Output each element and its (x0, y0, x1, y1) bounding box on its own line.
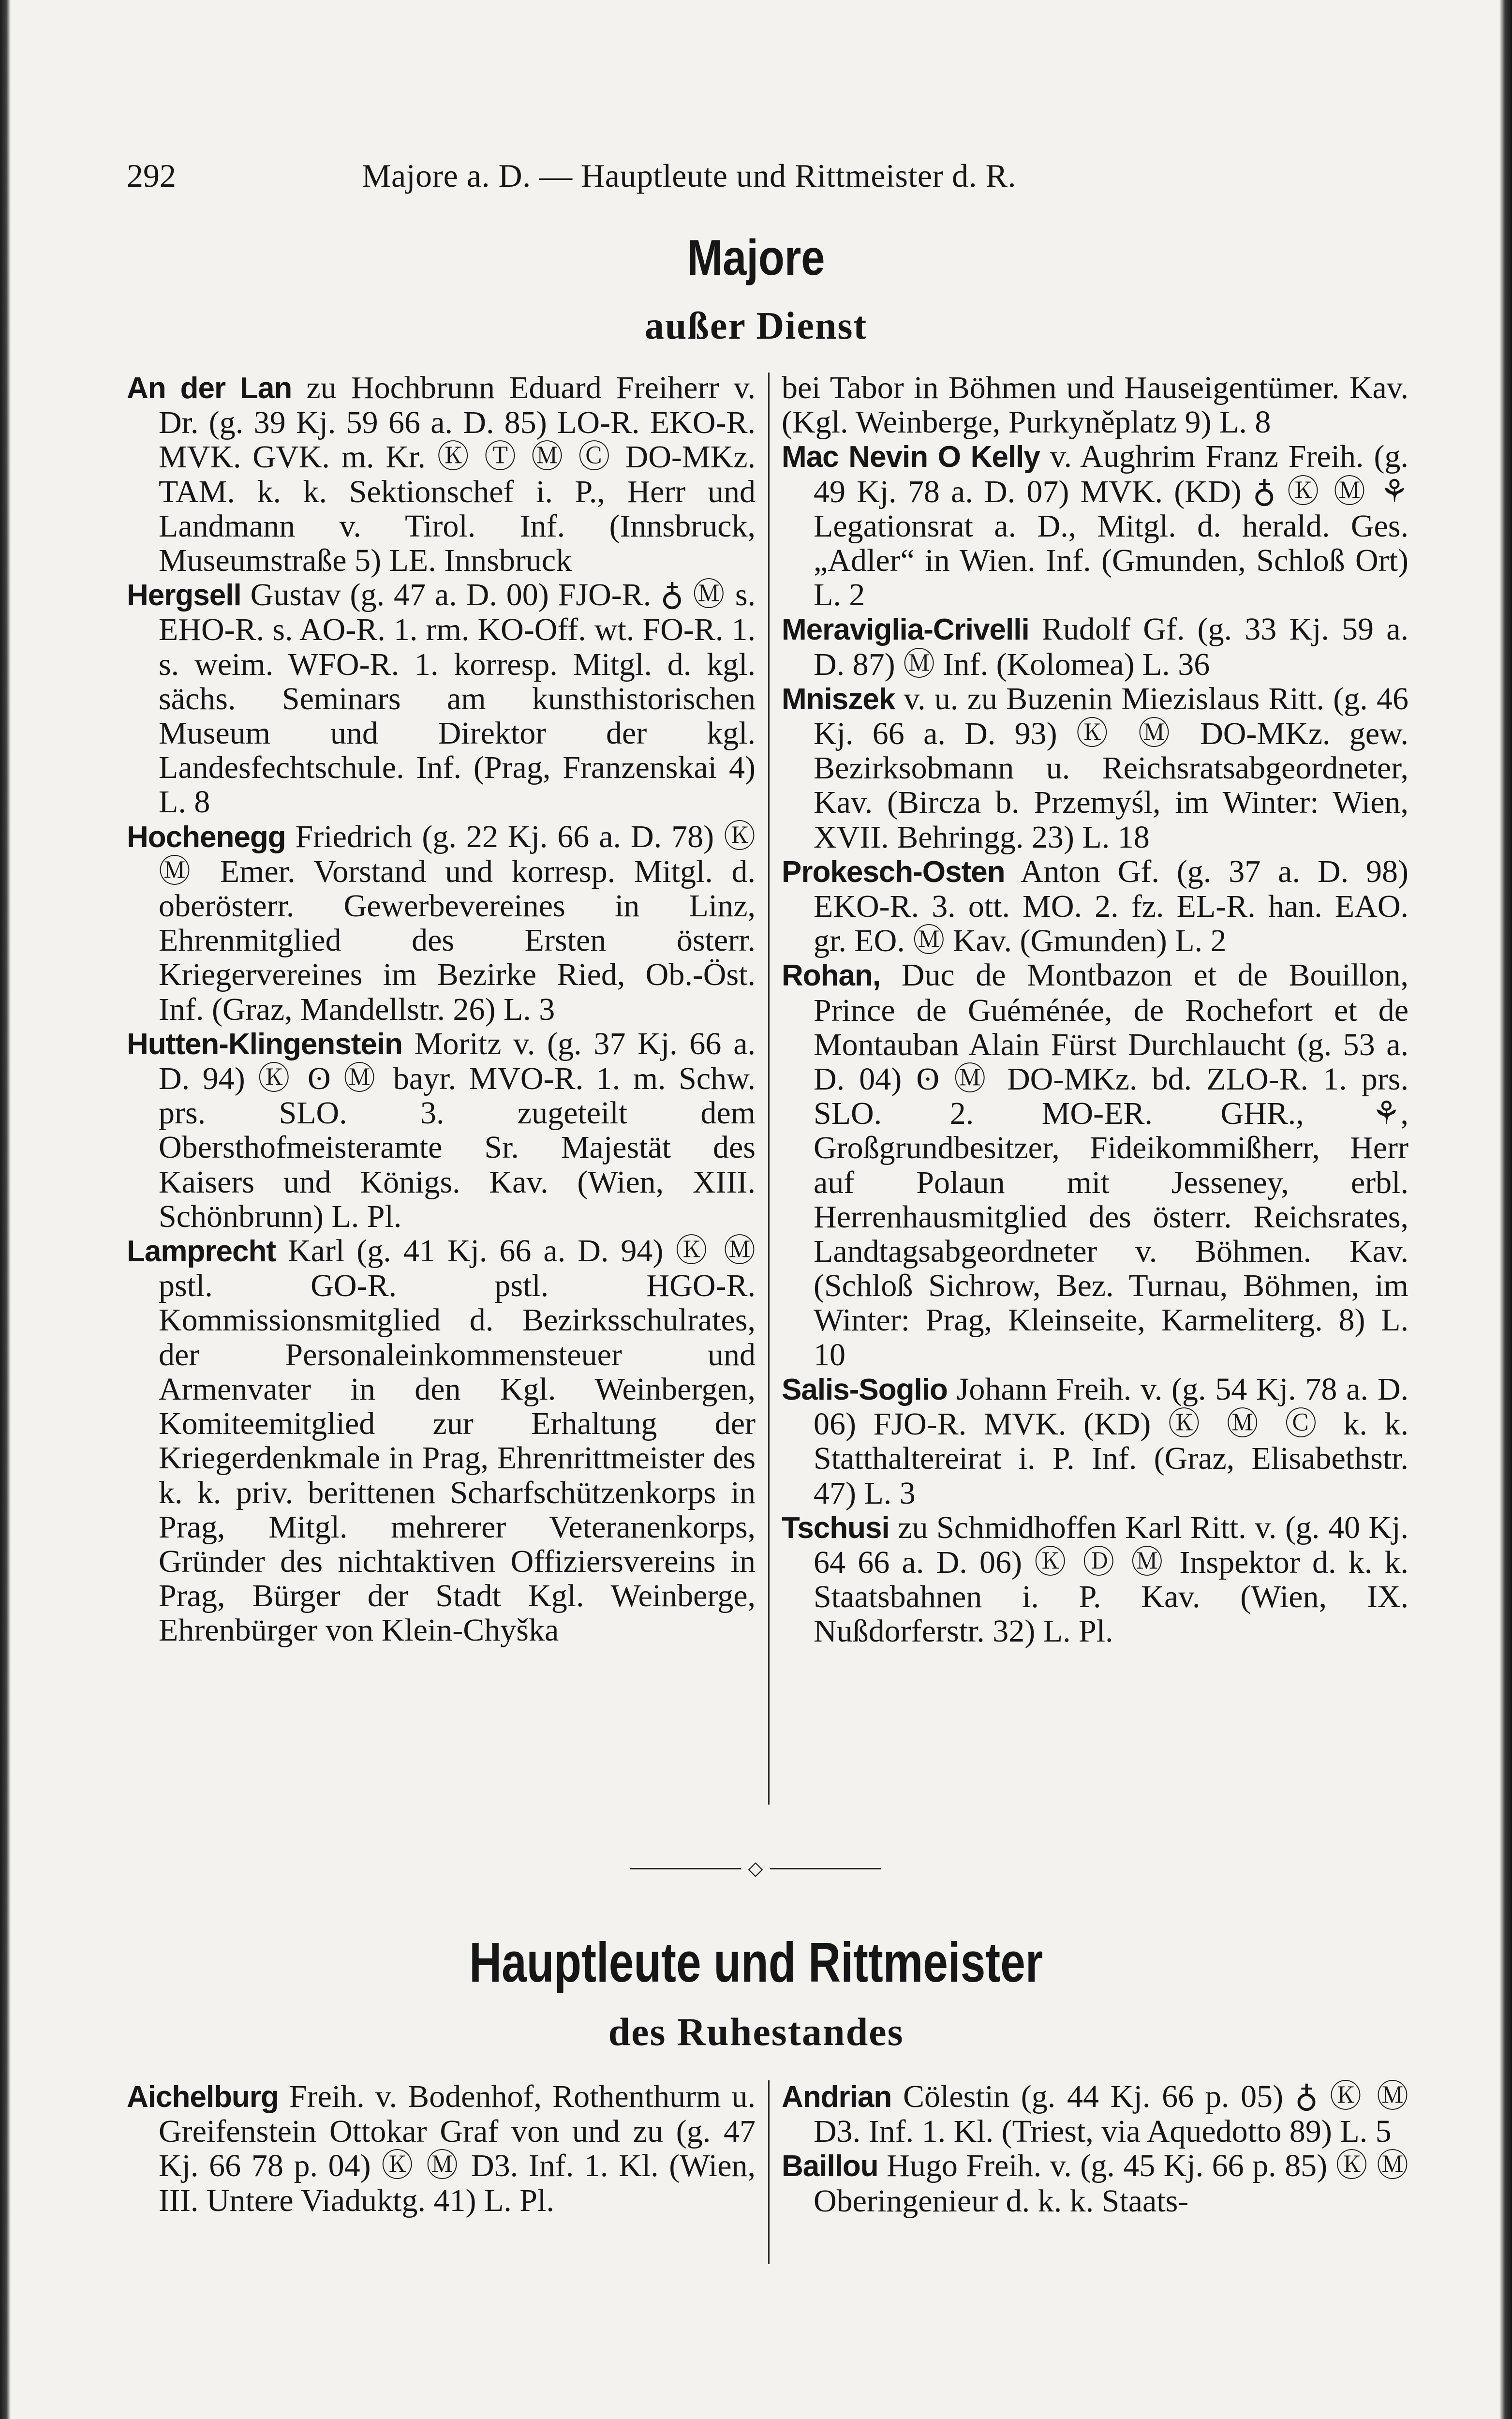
entry-details: Rudolf Gf. (g. 33 Kj. 59 a. D. 87) Ⓜ Inf. (Kolomea) L. 36 (814, 612, 1408, 682)
directory-entry (127, 1027, 756, 1234)
directory-entry (782, 371, 1408, 439)
entry-surname: Hergsell (127, 579, 241, 612)
entry-surname: Aichelburg (127, 2080, 279, 2114)
entry-details: Karl (g. 41 Kj. 66 a. D. 94) Ⓚ Ⓜ pstl. GO-R. pstl. HGO-R. Kommissionsmitglied d. Bezirksschulrates, der Personaleinkommensteuer und Armenvater in den Kgl. Weinbergen, Komiteemitglied zur Erhaltung der Kriegerdenkmale in Prag, Ehrenrittmeister des k. k. priv. berittenen Scharfschützenkorps in Prag, Mitgl. mehrerer Veteranenkorps, Gründer des nichtaktiven Offiziersvereins in Prag, Bürger der Stadt Kgl. Weinberge, Ehrenbürger von Klein-Chyška (159, 1233, 756, 1648)
entry-details: Moritz v. (g. 37 Kj. 66 a. D. 94) Ⓚ ʘ Ⓜ bayr. MVO-R. 1. m. Schw. prs. SLO. 3. zugeteilt dem Obersthofmeisteramte Sr. Majestät des Kaisers und Königs. Kav. (Wien, XIII. Schönbrunn) L. Pl. (159, 1026, 756, 1234)
section-subtitle-ruhestandes: des Ruhestandes (608, 2010, 904, 2054)
directory-entry (127, 1234, 756, 1647)
directory-entry (127, 820, 756, 1027)
section-separator (630, 1859, 881, 1878)
entry-surname: Hochenegg (127, 820, 286, 854)
ornament-diamond-icon: ◇ (748, 1857, 763, 1880)
entry-surname: An der Lan (127, 372, 292, 405)
entry-surname: Mac Nevin O Kelly (782, 440, 1040, 474)
entry-details: Anton Gf. (g. 37 a. D. 98) EKO-R. 3. ott. MO. 2. fz. EL-R. han. EAO. gr. EO. Ⓜ Kav. (Gmunden) L. 2 (814, 853, 1408, 959)
entry-surname: Lamprecht (127, 1235, 276, 1269)
entry-details: bei Tabor in Böhmen und Hauseigentümer. Kav. (Kgl. Weinberge, Purkyněplatz 9) L. 8 (782, 370, 1408, 440)
entry-surname: Tschusi (782, 1511, 889, 1545)
directory-entry (127, 371, 756, 578)
entry-surname: Mniszek (782, 682, 895, 716)
column-rule (768, 373, 770, 1805)
directory-entry (782, 612, 1408, 681)
directory-entry (782, 2079, 1408, 2149)
entry-details: Gustav (g. 47 a. D. 00) FJO-R. ♁ Ⓜ s. EHO-R. s. AO-R. 1. rm. KO-Off. wt. FO-R. 1. s. weim. WFO-R. 1. korresp. Mitgl. d. kgl. sächs. Seminars am kunsthistorischen Museum und Direktor der kgl. Landesfechtschule. Inf. (Prag, Franzenskai 4) L. 8 (159, 577, 756, 820)
entry-details: Cölestin (g. 44 Kj. 66 p. 05) ♁ Ⓚ Ⓜ D3. Inf. 1. Kl. (Triest, via Aquedotto 89) L. 5 (814, 2079, 1408, 2150)
separator-line-right (770, 1868, 881, 1869)
directory-entry (782, 958, 1408, 1372)
directory-entry (782, 2149, 1408, 2218)
directory-entry (127, 2079, 756, 2218)
directory-entry (782, 682, 1408, 854)
directory-entry (782, 1510, 1408, 1649)
entry-details: Hugo Freih. v. (g. 45 Kj. 66 p. 85) Ⓚ Ⓜ Oberingenieur d. k. k. Staats- (814, 2148, 1408, 2219)
entry-details: zu Schmidhoffen Karl Ritt. v. (g. 40 Kj. 64 66 a. D. 06) Ⓚ Ⓓ Ⓜ Inspektor d. k. k. Staatsbahnen i. P. Kav. (Wien, IX. Nußdorferstr. 32) L. Pl. (814, 1509, 1408, 1649)
section-title-majore: Majore (687, 230, 825, 286)
entry-surname: Salis-Soglio (782, 1373, 948, 1406)
section2-left-column (127, 2079, 756, 2218)
scan-edge-left (0, 0, 11, 2419)
column-rule-2 (768, 2080, 770, 2264)
entry-surname: Baillou (782, 2150, 878, 2183)
entry-details: Duc de Montbazon et de Bouillon, Prince de Guéménée, de Rochefort et de Montauban Alain Fürst Durchlaucht (g. 53 a. D. 04) ʘ Ⓜ DO-MKz. bd. ZLO-R. 1. prs. SLO. 2. MO-ER. GHR., ⚘, Großgrundbesitzer, Fideikommißherr, Herr auf Polaun mit Jesseney, erbl. Herrenhausmitglied des österr. Reichsrates, Landtagsabgeordneter v. Böhmen. Kav. (Schloß Sichrow, Bez. Turnau, Böhmen, im Winter: Prag, Kleinseite, Karmeliterg. 8) L. 10 (814, 957, 1408, 1373)
section2-right-column (782, 2079, 1408, 2218)
directory-entry (782, 854, 1408, 958)
entry-details: zu Hochbrunn Eduard Freiherr v. Dr. (g. 39 Kj. 59 66 a. D. 85) LO-R. EKO-R. MVK. GVK. m. Kr. Ⓚ Ⓣ Ⓜ Ⓒ DO-MKz. TAM. k. k. Sektionschef i. P., Herr und Landmann v. Tirol. Inf. (Innsbruck, Museumstraße 5) LE. Innsbruck (159, 370, 756, 579)
section1-right-column (782, 371, 1408, 1649)
entry-details: Friedrich (g. 22 Kj. 66 a. D. 78) Ⓚ Ⓜ Emer. Vorstand und korresp. Mitgl. d. oberösterr. Gewerbevereines in Linz, Ehrenmitglied des Ersten österr. Kriegervereines im Bezirke Ried, Ob.-Öst. Inf. (Graz, Mandellstr. 26) L. 3 (159, 819, 756, 1027)
entry-details: v. u. zu Buzenin Miezislaus Ritt. (g. 46 Kj. 66 a. D. 93) Ⓚ Ⓜ DO-MKz. gew. Bezirksobmann u. Reichsratsabgeordneter, Kav. (Bircza b. Przemyśl, im Winter: Wien, XVII. Behringg. 23) L. 18 (814, 681, 1408, 855)
entry-surname: Meraviglia-Crivelli (782, 613, 1029, 647)
entry-surname: Prokesch-Osten (782, 855, 1005, 889)
page-number: 292 (127, 157, 176, 194)
entry-surname: Andrian (782, 2080, 892, 2114)
entry-details: v. Aughrim Franz Freih. (g. 49 Kj. 78 a. D. 07) MVK. (KD) ♁ Ⓚ Ⓜ ⚘ Legationsrat a. D., Mitgl. d. herald. Ges. „Adler“ in Wien. Inf. (Gmunden, Schloß Ort) L. 2 (814, 439, 1409, 613)
running-title: Majore a. D. — Hauptleute und Rittmeister d. R. (362, 157, 1017, 194)
scan-edge-right (1499, 0, 1512, 2419)
directory-entry (127, 578, 756, 819)
entry-surname: Hutten-Klingenstein (127, 1027, 402, 1061)
entry-details: Johann Freih. v. (g. 54 Kj. 78 a. D. 06) FJO-R. MVK. (KD) Ⓚ Ⓜ Ⓒ k. k. Statthaltereirat i. P. Inf. (Graz, Elisabethstr. 47) L. 3 (814, 1371, 1408, 1511)
section-title-hauptleute: Hauptleute und Rittmeister (469, 1931, 1043, 1994)
directory-entry (782, 439, 1408, 612)
running-head (0, 154, 1512, 197)
directory-entry (782, 1372, 1408, 1510)
entry-details: Freih. v. Bodenhof, Rothenthurm u. Greifenstein Ottokar Graf von und zu (g. 47 Kj. 66 78 p. 04) Ⓚ Ⓜ D3. Inf. 1. Kl. (Wien, III. Untere Viaduktg. 41) L. Pl. (159, 2079, 756, 2218)
section-subtitle-ausser-dienst: außer Dienst (644, 305, 868, 347)
separator-line-left (630, 1868, 741, 1869)
entry-surname: Rohan, (782, 959, 881, 993)
section1-left-column (127, 371, 756, 1648)
